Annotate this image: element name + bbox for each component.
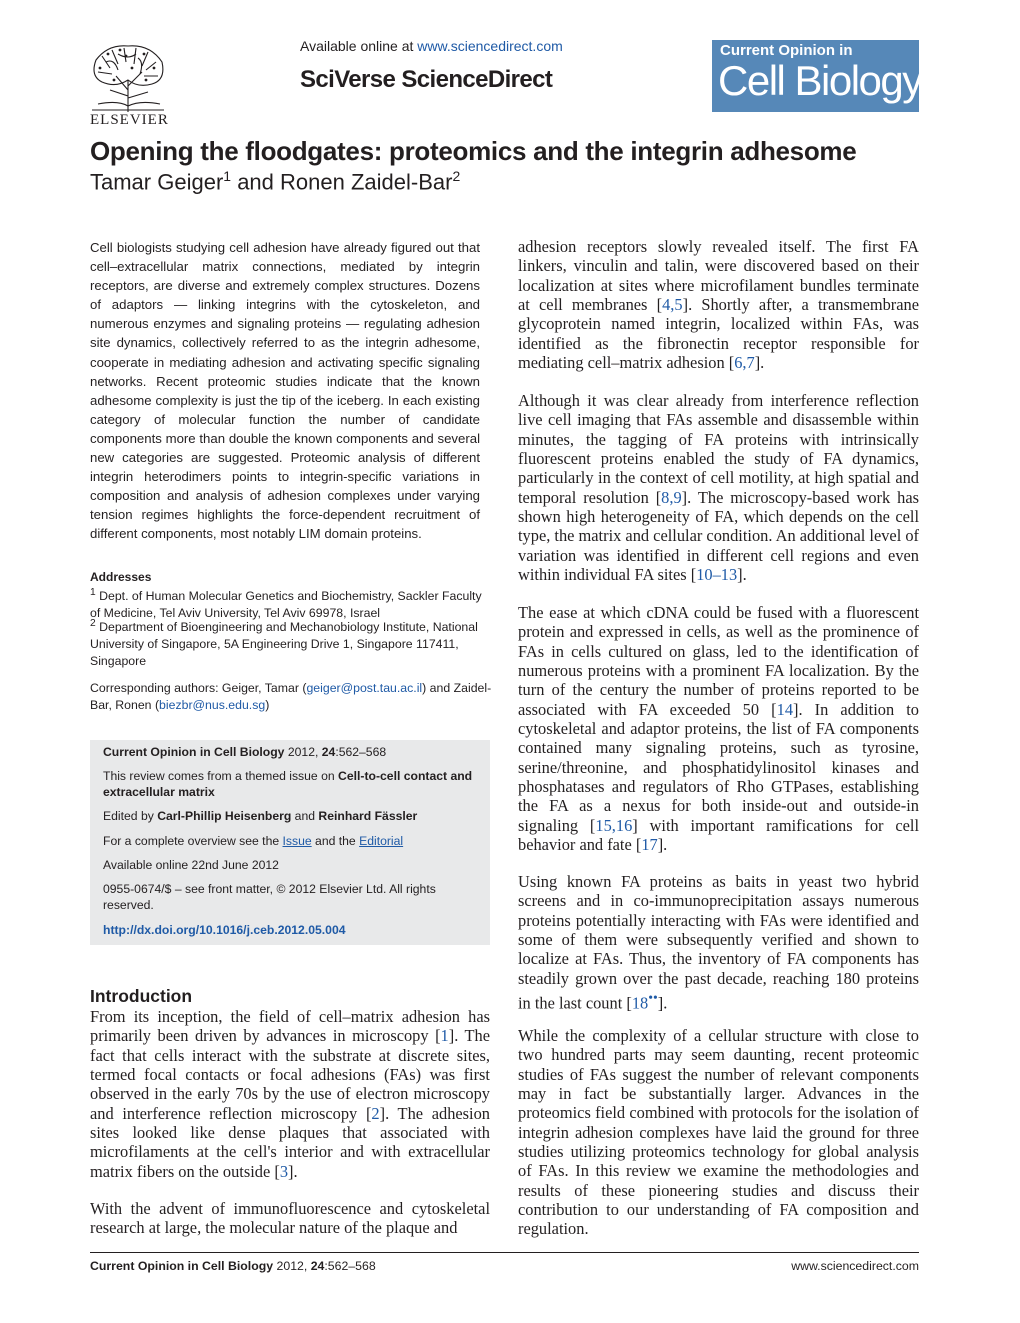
available-online — [300, 38, 563, 54]
journal-logo-line1: Current Opinion in — [720, 42, 853, 59]
abstract: Cell biologists studying cell adhesion have already figured out that cell–extracellular matrix connections, mediated by integrin receptors, are diverse and extremely complex structures. Dozens of adaptors — linking integrins with the cytoskeleton, and numerous enzymes and signaling proteins — regulating adhesion site dynamics, collectively referred to as the integrin adhesome, cooperate in mediating adhesion and activating specific signaling networks. Recent proteomic studies indicate that the known adhesome complexity is just the tip of the iceberg. In each existing category of molecular function the number of candidate components more than double the known components and several new categories are suggested. Proteomic analysis of different integrin heterodimers points to integrin-specific variations in composition and analysis of adhesion complexes under varying tension regimes highlights the force-dependent recruitment of different components, most notably LIM domain proteins. — [90, 240, 480, 542]
citation-importance-marker: •• — [648, 990, 658, 1006]
introduction-heading: Introduction — [90, 986, 193, 1006]
r4-text-a: Using known FA proteins as baits in yeast two hybrid screens and in co-immunoprecipitation assays numerous proteins potentially interacting with FAs were identified and some of them were subsequently verified and shown to localize at FAs. Thus, the inventory of FA components has steadily grown over the past decade, reaching 180 proteins in the last count [ — [518, 872, 919, 1013]
citation-link[interactable]: 18 — [631, 993, 649, 1013]
intro-paragraph-1 — [90, 1007, 490, 1181]
info-theme-prefix: This review comes from a themed issue on — [103, 769, 339, 783]
corresp-mid: ) and Zaidel-Bar, Ronen ( — [90, 681, 492, 712]
footer-pages: :562–568 — [324, 1259, 376, 1273]
intro-p1-text-a: From its inception, the field of cell–matrix adhesion has primarily been driven by advances in microscopy [ — [90, 1007, 490, 1046]
addresses-heading: Addresses — [90, 570, 152, 584]
footer-url[interactable]: www.sciencedirect.com — [791, 1259, 919, 1273]
body-paragraph-2 — [518, 391, 919, 584]
corresp-suffix: ) — [265, 698, 270, 712]
info-editor-2: Reinhard Fässler — [318, 809, 418, 823]
r4-text-b: ]. — [657, 993, 668, 1013]
info-journal: Current Opinion in Cell Biology — [103, 745, 285, 759]
journal-logo-line2: Cell Biology — [718, 57, 922, 104]
r2-text-a: Although it was clear already from interference reflection live cell imaging that FAs assemble and disassemble within minutes, the tagging of FA proteins with intrinsically fluorescent proteins enabled the study of FA dynamics, particularly in the context of cell motility, at high spatial and temporal resolution [ — [518, 391, 919, 507]
r3-text-d: ]. — [657, 835, 668, 855]
intro-p1-text-b: ]. The fact that cells interact with the substrate at discrete sites, termed focal contacts or focal adhesions (FAs) was first observed in the early 70s by the use of electron microscopy and interference reflection microscopy [ — [90, 1026, 491, 1123]
info-citation — [103, 744, 475, 760]
citation-link[interactable]: 17 — [641, 835, 658, 855]
author-list — [90, 168, 460, 195]
doi-link[interactable]: http://dx.doi.org/10.1016/j.ceb.2012.05.004 — [103, 923, 346, 937]
citation-link[interactable]: 4,5 — [662, 295, 683, 315]
article-title: Opening the floodgates: proteomics and the integrin adhesome — [90, 136, 857, 166]
info-copyright: 0955-0674/$ – see front matter, © 2012 Elsevier Ltd. All rights reserved. — [103, 882, 436, 912]
address-1-number: 1 — [90, 587, 96, 598]
r1-text-c: ]. — [754, 353, 765, 373]
author-2-affiliation: 2 — [452, 168, 461, 184]
info-overview-mid: and the — [311, 834, 360, 848]
r2-text-b: ]. The microscopy-based work has shown high heterogeneity of FA, which depends on the cell type, the matrix and cellular condition. An additional level of variation was identified in different cell regions and even within individual FA sites [ — [518, 487, 920, 585]
body-paragraph-3 — [518, 603, 919, 854]
corresp-prefix: Corresponding authors: Geiger, Tamar ( — [90, 681, 307, 695]
platform-name: SciVerse ScienceDirect — [300, 66, 553, 93]
elsevier-tree-logo — [88, 40, 168, 114]
citation-link[interactable]: 2 — [371, 1103, 380, 1123]
r1-text-a: adhesion receptors slowly revealed itself. The first FA linkers, vinculin and talin, were discovered based on their localization at sites where microfilament bundles terminate at cell membranes [ — [518, 237, 919, 315]
editorial-link[interactable]: Editorial — [359, 834, 404, 848]
r2-text-c: ]. — [737, 565, 747, 585]
citation-link[interactable]: 14 — [776, 699, 794, 719]
available-prefix: Available online at — [300, 38, 418, 54]
citation-link[interactable]: 15,16 — [595, 815, 633, 835]
info-theme-title: Cell-to-cell contact and extracellular matrix — [103, 769, 473, 799]
info-editor-1: Carl-Phillip Heisenberg — [157, 809, 292, 823]
info-theme — [103, 768, 475, 800]
address-1-text: Dept. of Human Molecular Genetics and Biochemistry, Sackler Faculty of Medicine, Tel Aviv University, Tel Aviv 69978, Israel — [90, 589, 482, 621]
body-paragraph-1 — [518, 237, 919, 372]
article-info-box — [90, 740, 490, 945]
citation-link[interactable]: 6,7 — [734, 353, 755, 373]
info-year: 2012, — [284, 745, 322, 759]
citation-link[interactable]: 1 — [440, 1026, 449, 1046]
footer-journal: Current Opinion in Cell Biology — [90, 1259, 274, 1273]
journal-logo — [712, 40, 922, 112]
info-editor-and: and — [291, 809, 319, 823]
author-2: Ronen Zaidel-Bar — [280, 169, 453, 195]
info-volume: 24 — [321, 745, 336, 759]
citation-link[interactable]: 3 — [279, 1161, 289, 1181]
r3-text-b: ]. In addition to cytoskeletal and adaptor proteins, the list of FA components contained many signaling proteins, such as tyrosine, serine/threonine, and phosphatidylinositol kinases and phosphatases and regulators of Rho GTPases, establishing the FA as a nexus for both inside-out and outside-in signaling [ — [518, 699, 919, 835]
body-paragraph-4 — [518, 872, 919, 1013]
author-1-affiliation: 1 — [223, 168, 232, 184]
r3-text-a: The ease at which cDNA could be fused with a fluorescent protein and expressed in cells, as well as the prominence of FAs in cells cultured on glass, led to the identification of numerous proteins with a prominent FA localization. By the turn of the century the number of proteins reported to be associated with FA exceeded 50 [ — [518, 603, 919, 719]
intro-paragraph-2: With the advent of immunofluorescence and cytoskeletal research at large, the molecular nature of the plaque and — [90, 1199, 490, 1238]
publisher-name: ELSEVIER — [90, 112, 169, 128]
info-available-date: Available online 22nd June 2012 — [103, 858, 279, 872]
sciencedirect-link[interactable]: www.sciencedirect.com — [417, 38, 563, 54]
footer-divider — [90, 1252, 919, 1253]
info-editors — [103, 808, 475, 824]
r3-text-c: ] with important ramifications for cell behavior and fate [ — [518, 815, 920, 855]
address-2-text: Department of Bioengineering and Mechanobiology Institute, National University of Singapore, 5A Engineering Drive 1, Singapore 117411, Singapore — [90, 620, 478, 669]
address-2 — [90, 615, 492, 670]
address-2-number: 2 — [90, 618, 96, 629]
body-paragraph-5: While the complexity of a cellular structure with close to two hundred parts may seem daunting, recent proteomic studies of FAs suggest the number of relevant components may in fact be substantially larger. Advances in the proteomics field combined with protocols for the isolation of integrin adhesion complexes have laid the ground for three studies utilizing proteomics technology for global analysis of FAs. In this review we examine the methodologies and results of these pioneering studies and discuss their contribution to our understanding of FA composition and regulation. — [518, 1026, 919, 1239]
citation-link[interactable]: 8,9 — [661, 487, 682, 507]
r1-text-b: ]. Shortly after, a transmembrane glycoprotein named integrin, localized within FAs, was identified as the fibronectin receptor responsible for mediating cell–matrix adhesion [ — [518, 295, 920, 373]
footer-citation — [90, 1259, 376, 1273]
info-overview-prefix: For a complete overview see the — [103, 834, 283, 848]
author-separator: and — [231, 169, 281, 195]
footer-volume: 24 — [310, 1259, 325, 1273]
footer-year: 2012, — [273, 1259, 311, 1273]
citation-link[interactable]: 10–13 — [696, 565, 738, 585]
info-pages: :562–568 — [335, 745, 387, 759]
intro-p1-text-d: ]. — [288, 1161, 298, 1181]
intro-p1-text-c: ]. The adhesion sites looked like dense plaques that associated with microfilaments at the cell's interior and with extracellular matrix fibers on the outside [ — [90, 1103, 490, 1181]
issue-link[interactable]: Issue — [282, 834, 312, 848]
email-link-geiger[interactable]: geiger@post.tau.ac.il — [306, 681, 423, 695]
info-edited-prefix: Edited by — [103, 809, 158, 823]
author-1: Tamar Geiger — [90, 169, 224, 195]
email-link-zaidel-bar[interactable]: biezbr@nus.edu.sg — [159, 698, 266, 712]
info-overview — [103, 833, 475, 849]
corresponding-authors — [90, 680, 492, 714]
